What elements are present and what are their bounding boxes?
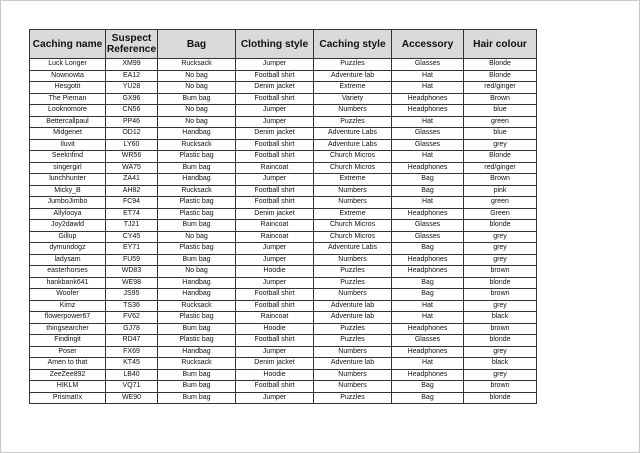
cell-caching-style: Church Micros [314,151,392,163]
cell-hair-colour: grey [464,346,537,358]
cell-bag: Bum bag [158,220,236,232]
cell-caching-name: Luck Longer [30,59,106,71]
cell-caching-style: Numbers [314,369,392,381]
cell-caching-style: Numbers [314,346,392,358]
table-row [30,300,537,312]
cell-caching-name: Gillup [30,231,106,243]
cell-bag: Rucksack [158,139,236,151]
cell-hair-colour: brown [464,289,537,301]
cell-caching-name: flowerpower67 [30,312,106,324]
cell-caching-style: Puzzles [314,116,392,128]
suspects-table [29,29,537,404]
cell-caching-name: Bettercallpaul [30,116,106,128]
cell-bag: Handbag [158,346,236,358]
cell-suspect-reference: WD83 [106,266,158,278]
cell-clothing-style: Football shirt [236,70,314,82]
cell-accessory: Headphones [392,105,464,117]
table-row [30,128,537,140]
cell-suspect-reference: LB40 [106,369,158,381]
cell-bag: No bag [158,116,236,128]
cell-hair-colour: green [464,116,537,128]
cell-clothing-style: Raincoat [236,220,314,232]
cell-clothing-style: Hoodie [236,323,314,335]
cell-accessory: Glasses [392,335,464,347]
cell-clothing-style: Football shirt [236,93,314,105]
table-row [30,116,537,128]
table-row [30,346,537,358]
cell-bag: Rucksack [158,185,236,197]
cell-caching-style: Puzzles [314,277,392,289]
cell-caching-style: Adventure lab [314,312,392,324]
cell-accessory: Glasses [392,139,464,151]
cell-suspect-reference: GJ78 [106,323,158,335]
cell-clothing-style: Raincoat [236,231,314,243]
cell-caching-style: Adventure Labs [314,243,392,255]
cell-caching-name: dymundogz [30,243,106,255]
cell-accessory: Glasses [392,231,464,243]
cell-hair-colour: blonde [464,277,537,289]
cell-bag: Bum bag [158,381,236,393]
cell-clothing-style: Jumper [236,277,314,289]
cell-caching-style: Adventure lab [314,358,392,370]
cell-accessory: Hat [392,82,464,94]
cell-bag: Bum bag [158,369,236,381]
table-body [30,59,537,404]
cell-accessory: Hat [392,300,464,312]
cell-suspect-reference: YU28 [106,82,158,94]
cell-hair-colour: grey [464,300,537,312]
cell-suspect-reference: XM99 [106,59,158,71]
cell-accessory: Hat [392,116,464,128]
cell-bag: Bum bag [158,323,236,335]
cell-bag: Bum bag [158,254,236,266]
table-row [30,59,537,71]
table-row [30,277,537,289]
cell-hair-colour: grey [464,369,537,381]
cell-caching-style: Puzzles [314,59,392,71]
table-row [30,139,537,151]
table-header [30,30,537,59]
cell-hair-colour: pink [464,185,537,197]
cell-caching-style: Extreme [314,174,392,186]
cell-caching-name: Micky_B [30,185,106,197]
cell-clothing-style: Jumper [236,105,314,117]
table-row [30,93,537,105]
cell-suspect-reference: ET74 [106,208,158,220]
cell-caching-style: Numbers [314,254,392,266]
cell-bag: Handbag [158,289,236,301]
table-row [30,392,537,404]
cell-bag: Plastic bag [158,335,236,347]
cell-accessory: Headphones [392,346,464,358]
cell-suspect-reference: TJ21 [106,220,158,232]
cell-clothing-style: Football shirt [236,300,314,312]
table-row [30,369,537,381]
table-row [30,289,537,301]
header-accessory: Accessory [392,30,464,59]
cell-clothing-style: Football shirt [236,381,314,393]
cell-hair-colour: Blonde [464,151,537,163]
cell-clothing-style: Hoodie [236,266,314,278]
cell-clothing-style: Hoodie [236,369,314,381]
cell-accessory: Headphones [392,369,464,381]
cell-caching-name: ZeeZee892 [30,369,106,381]
cell-caching-style: Puzzles [314,323,392,335]
table-row [30,151,537,163]
cell-accessory: Hat [392,312,464,324]
header-row [30,30,537,59]
cell-caching-style: Extreme [314,208,392,220]
header-caching-style: Caching style [314,30,392,59]
cell-caching-style: Church Micros [314,231,392,243]
cell-accessory: Bag [392,381,464,393]
cell-hair-colour: Blonde [464,70,537,82]
cell-accessory: Headphones [392,323,464,335]
header-bag: Bag [158,30,236,59]
cell-caching-name: Midgenet [30,128,106,140]
cell-caching-name: Iluvit [30,139,106,151]
cell-suspect-reference: WA75 [106,162,158,174]
cell-accessory: Glasses [392,220,464,232]
cell-hair-colour: grey [464,139,537,151]
cell-suspect-reference: WE90 [106,392,158,404]
cell-caching-name: hankbank641 [30,277,106,289]
table-row [30,266,537,278]
cell-suspect-reference: OD12 [106,128,158,140]
cell-caching-name: Kimz [30,300,106,312]
cell-caching-name: Woofer [30,289,106,301]
table-row [30,162,537,174]
cell-caching-name: ladysam [30,254,106,266]
cell-caching-name: JumboJimbo [30,197,106,209]
cell-clothing-style: Football shirt [236,197,314,209]
cell-hair-colour: black [464,312,537,324]
table-row [30,105,537,117]
cell-caching-name: lunchhunter [30,174,106,186]
cell-accessory: Hat [392,358,464,370]
cell-clothing-style: Denim jacket [236,358,314,370]
table-row [30,70,537,82]
cell-bag: No bag [158,82,236,94]
cell-caching-style: Puzzles [314,392,392,404]
cell-caching-style: Numbers [314,289,392,301]
cell-bag: Rucksack [158,59,236,71]
cell-suspect-reference: LY60 [106,139,158,151]
cell-clothing-style: Jumper [236,346,314,358]
cell-bag: Plastic bag [158,208,236,220]
cell-caching-style: Numbers [314,105,392,117]
cell-clothing-style: Football shirt [236,185,314,197]
cell-caching-style: Puzzles [314,335,392,347]
cell-accessory: Headphones [392,93,464,105]
cell-bag: Bum bag [158,392,236,404]
cell-bag: Bum bag [158,162,236,174]
cell-clothing-style: Raincoat [236,162,314,174]
cell-accessory: Bag [392,243,464,255]
table-row [30,254,537,266]
cell-accessory: Headphones [392,266,464,278]
cell-bag: Plastic bag [158,151,236,163]
cell-caching-name: Allylooya [30,208,106,220]
table-row [30,231,537,243]
cell-clothing-style: Raincoat [236,312,314,324]
cell-clothing-style: Jumper [236,392,314,404]
cell-caching-name: HIKLM [30,381,106,393]
cell-accessory: Hat [392,197,464,209]
cell-caching-style: Adventure lab [314,300,392,312]
cell-caching-style: Numbers [314,381,392,393]
table-row [30,82,537,94]
cell-caching-name: Poser [30,346,106,358]
cell-accessory: Headphones [392,254,464,266]
cell-caching-style: Variety [314,93,392,105]
cell-accessory: Bag [392,185,464,197]
cell-accessory: Bag [392,289,464,301]
cell-bag: No bag [158,105,236,117]
table-row [30,197,537,209]
cell-hair-colour: blonde [464,392,537,404]
cell-suspect-reference: GX96 [106,93,158,105]
cell-hair-colour: grey [464,243,537,255]
table-row [30,358,537,370]
cell-bag: No bag [158,266,236,278]
cell-suspect-reference: TS36 [106,300,158,312]
cell-suspect-reference: VQ71 [106,381,158,393]
cell-accessory: Glasses [392,59,464,71]
cell-caching-name: Looknomore [30,105,106,117]
cell-suspect-reference: CN56 [106,105,158,117]
cell-suspect-reference: WE98 [106,277,158,289]
cell-bag: Bum bag [158,93,236,105]
cell-clothing-style: Jumper [236,59,314,71]
cell-clothing-style: Football shirt [236,335,314,347]
cell-hair-colour: red/ginger [464,82,537,94]
cell-clothing-style: Jumper [236,243,314,255]
table-row [30,208,537,220]
cell-caching-name: Joy2dawld [30,220,106,232]
cell-caching-style: Adventure lab [314,70,392,82]
cell-bag: Handbag [158,277,236,289]
cell-hair-colour: red/ginger [464,162,537,174]
cell-caching-style: Adventure Labs [314,128,392,140]
cell-hair-colour: blonde [464,220,537,232]
cell-suspect-reference: FX69 [106,346,158,358]
cell-bag: No bag [158,70,236,82]
cell-bag: Handbag [158,128,236,140]
cell-hair-colour: Green [464,208,537,220]
cell-caching-name: easterhorses [30,266,106,278]
cell-suspect-reference: RD47 [106,335,158,347]
cell-bag: Rucksack [158,300,236,312]
cell-clothing-style: Denim jacket [236,82,314,94]
cell-caching-style: Adventure Labs [314,139,392,151]
cell-hair-colour: grey [464,254,537,266]
cell-bag: Plastic bag [158,197,236,209]
table-row [30,335,537,347]
cell-hair-colour: brown [464,323,537,335]
cell-suspect-reference: PP46 [106,116,158,128]
header-suspect-reference: Suspect Reference [106,30,158,59]
cell-hair-colour: blue [464,128,537,140]
cell-suspect-reference: WR56 [106,151,158,163]
cell-accessory: Bag [392,392,464,404]
cell-suspect-reference: KT45 [106,358,158,370]
cell-caching-style: Church Micros [314,162,392,174]
cell-suspect-reference: FU59 [106,254,158,266]
header-clothing-style: Clothing style [236,30,314,59]
cell-caching-name: Nownowta [30,70,106,82]
cell-accessory: Headphones [392,208,464,220]
cell-bag: Handbag [158,174,236,186]
cell-clothing-style: Denim jacket [236,208,314,220]
cell-hair-colour: grey [464,231,537,243]
cell-caching-style: Numbers [314,185,392,197]
cell-hair-colour: blonde [464,335,537,347]
cell-suspect-reference: EY71 [106,243,158,255]
cell-caching-name: Hesgotit [30,82,106,94]
table-row [30,220,537,232]
cell-suspect-reference: ZA41 [106,174,158,186]
cell-clothing-style: Denim jacket [236,128,314,140]
cell-suspect-reference: FV62 [106,312,158,324]
cell-hair-colour: brown [464,381,537,393]
table-row [30,312,537,324]
cell-caching-name: Amen to that [30,358,106,370]
cell-caching-style: Numbers [314,197,392,209]
cell-clothing-style: Football shirt [236,289,314,301]
cell-bag: Plastic bag [158,312,236,324]
cell-caching-style: Church Micros [314,220,392,232]
cell-hair-colour: Blonde [464,59,537,71]
cell-clothing-style: Jumper [236,254,314,266]
cell-suspect-reference: AH82 [106,185,158,197]
table-row [30,185,537,197]
header-caching-name: Caching name [30,30,106,59]
cell-caching-name: Findingit [30,335,106,347]
cell-accessory: Headphones [392,162,464,174]
cell-suspect-reference: JS95 [106,289,158,301]
cell-caching-name: Seeknfind [30,151,106,163]
cell-caching-style: Puzzles [314,266,392,278]
cell-suspect-reference: CY45 [106,231,158,243]
cell-hair-colour: green [464,197,537,209]
cell-clothing-style: Football shirt [236,151,314,163]
cell-caching-name: thingsearcher [30,323,106,335]
cell-caching-name: singergirl [30,162,106,174]
table-row [30,174,537,186]
cell-hair-colour: blue [464,105,537,117]
table-row [30,323,537,335]
cell-caching-name: Prismat!x [30,392,106,404]
cell-bag: No bag [158,231,236,243]
cell-accessory: Bag [392,174,464,186]
cell-accessory: Bag [392,277,464,289]
cell-bag: Plastic bag [158,243,236,255]
table-row [30,381,537,393]
table-row [30,243,537,255]
cell-hair-colour: brown [464,266,537,278]
cell-accessory: Hat [392,151,464,163]
cell-clothing-style: Jumper [236,116,314,128]
cell-clothing-style: Jumper [236,174,314,186]
cell-hair-colour: black [464,358,537,370]
cell-clothing-style: Football shirt [236,139,314,151]
cell-hair-colour: Brown [464,93,537,105]
cell-caching-style: Extreme [314,82,392,94]
header-hair-colour: Hair colour [464,30,537,59]
cell-hair-colour: Brown [464,174,537,186]
cell-suspect-reference: FC94 [106,197,158,209]
cell-bag: Rucksack [158,358,236,370]
cell-accessory: Glasses [392,128,464,140]
cell-accessory: Hat [392,70,464,82]
cell-suspect-reference: EA12 [106,70,158,82]
cell-caching-name: The Pieman [30,93,106,105]
